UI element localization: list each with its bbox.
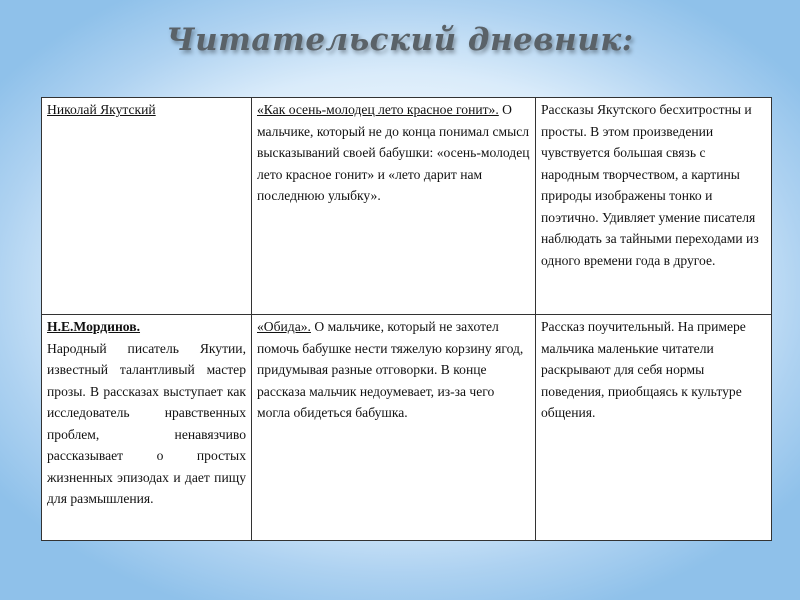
reading-diary-table xyxy=(41,97,772,541)
review-cell xyxy=(536,98,771,314)
author-cell xyxy=(42,315,252,540)
table-row xyxy=(42,98,771,315)
page-title: Читательский дневник: xyxy=(166,22,634,58)
work-summary: О мальчике, который не до конца понимал смысл высказываний своей бабушки: «осень-молодец лето красное гонит» и «лето дарит нам последнюю улыбку». xyxy=(257,102,530,203)
author-name: Николай Якутский xyxy=(47,102,156,117)
author-bio: Народный писатель Якутии, известный талантливый мастер прозы. В рассказах выступает как исследователь нравственных проблем, ненавязчиво рассказывает о простых жизненных эпизодах и дает пищу для размышления. xyxy=(47,340,246,506)
work-cell xyxy=(252,98,536,314)
review-text: Рассказ поучительный. На примере мальчика маленькие читатели раскрывают для себя нормы поведения, приобщаясь к культуре общения. xyxy=(541,319,746,420)
work-title: «Как осень-молодец лето красное гонит». xyxy=(257,102,499,117)
table-row xyxy=(42,315,771,540)
work-title: «Обида». xyxy=(257,319,311,334)
review-cell xyxy=(536,315,771,540)
work-summary: О мальчике, который не захотел помочь бабушке нести тяжелую корзину ягод, придумывая разные отговорки. В конце рассказа мальчик недоумевает, из-за чего могла обидеться бабушка. xyxy=(257,319,524,420)
work-cell xyxy=(252,315,536,540)
author-cell xyxy=(42,98,252,314)
review-text: Рассказы Якутского бесхитростны и просты. В этом произведении чувствуется большая связь с народным творчеством, а картины природы изображены тонко и поэтично. Удивляет умение писателя наблюдать за тайными переходами из одного времени года в другое. xyxy=(541,102,759,268)
author-name: Н.Е.Мординов. xyxy=(47,319,141,334)
